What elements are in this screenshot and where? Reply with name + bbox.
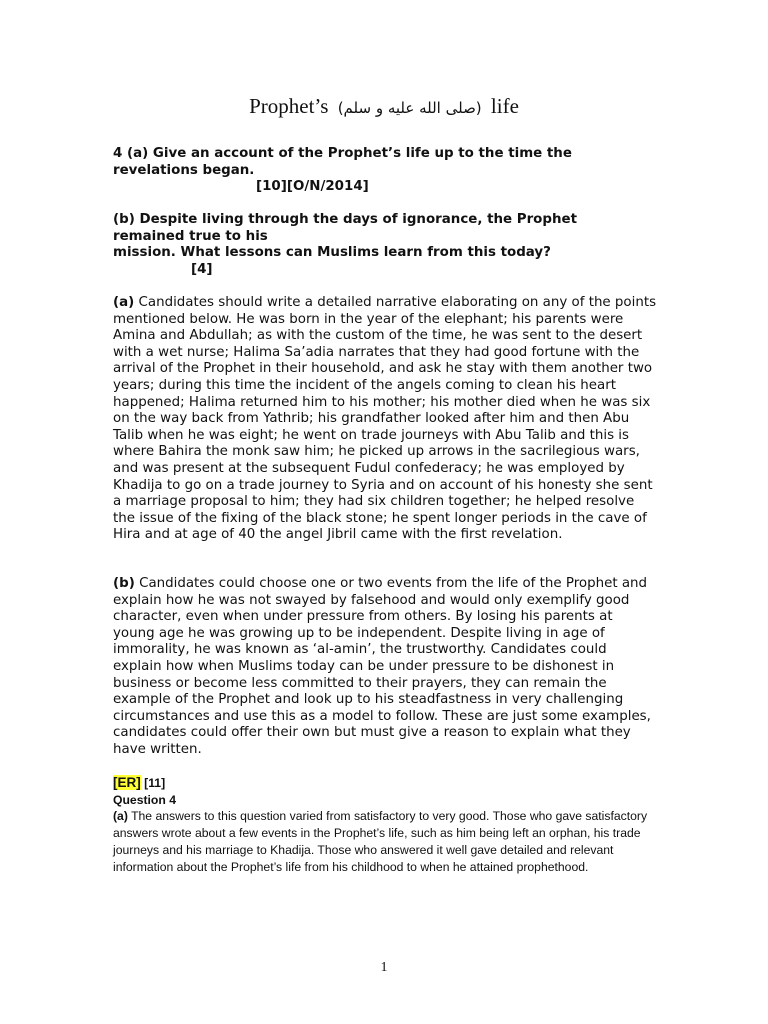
answer-a-label: (a) <box>113 295 135 310</box>
page-title <box>0 94 768 119</box>
er-label: (a) <box>113 809 128 824</box>
answer-b-text: Candidates could choose one or two events from the life of the Prophet and explain how he was not swayed by falsehood and would only exemplify good character, even when under pressure from others. By losing his parents at young age he was growing up to be independent. Despite living in age of immorality, he was known as ‘al-amin’, the trustworthy. Candidates could explain how when Muslims today can be under pressure to be dishonest in business or become less committed to their prayers, they can remain the example of the Prophet and look up to his steadfastness in very challenging circumstances and use this as a model to follow. These are just some examples, candidates could offer their own but must give a reason to explain what they have written. <box>113 576 651 757</box>
question-4a-line2: revelations began. <box>113 162 255 178</box>
answer-a <box>113 295 658 544</box>
question-4a <box>113 146 658 196</box>
er-text: The answers to this question varied from satisfactory to very good. Those who gave satisfactory answers wrote about a few events in the Prophet’s life, such as him being left an orphan, his trade journeys and his marriage to Khadija. Those who answered it well gave detailed and relevant information about the Prophet’s life from his childhood to when he attained prophethood. <box>113 809 648 874</box>
er-tag: [ER] <box>113 775 141 790</box>
question-4b-line2: remained true to his <box>113 228 268 244</box>
title-suffix: life <box>490 94 519 118</box>
answer-a-text: Candidates should write a detailed narrative elaborating on any of the points mentioned below. He was born in the year of the elephant; his parents were Amina and Abdullah; as with the custom of the time, he was sent to the desert with a wet nurse; Halima Sa’adia narrates that they had good fortune with the arrival of the Prophet in their household, and ask he stay with them another two years; during this time the incident of the angels coming to clean his heart happened; Halima returned him to his mother; his mother died when he was six on the way back from Yathrib; his grandfather looked after him and then Abu Talib when he was eight; he went on trade journeys with Abu Talib and this is where Bahira the monk saw him; he picked up arrows in the sacrilegious wars, and was present at the subsequent Fudul confederacy; he was employed by Khadija to go on a trade journey to Syria and on account of his honesty she sent a marriage proposal to him; they had six children together; he helped resolve the issue of the fixing of the black stone; he spent longer periods in the cave of Hira and at age of 40 the angel Jibril came with the first revelation. <box>113 295 657 543</box>
examiner-report <box>113 775 658 875</box>
title-arabic: (صلى الله عليه و سلم) <box>337 99 482 117</box>
title-prefix: Prophet’s <box>249 94 329 118</box>
question-4b <box>113 212 658 278</box>
question-4a-ref: [10][O/N/2014] <box>256 179 369 195</box>
question-4b-line1: (b) Despite living through the days of ignorance, the Prophet <box>113 212 577 227</box>
answer-b <box>113 576 658 759</box>
page-number: 1 <box>380 960 388 975</box>
question-4b-marks: [4] <box>191 261 213 277</box>
er-question-heading: Question 4 <box>113 792 176 807</box>
answer-b-label: (b) <box>113 576 135 591</box>
question-4b-line3: mission. What lessons can Muslims learn from this today? <box>113 245 551 261</box>
er-marks: [11] <box>144 776 166 790</box>
question-4a-line1: 4 (a) Give an account of the Prophet’s life up to the time the <box>113 146 572 161</box>
